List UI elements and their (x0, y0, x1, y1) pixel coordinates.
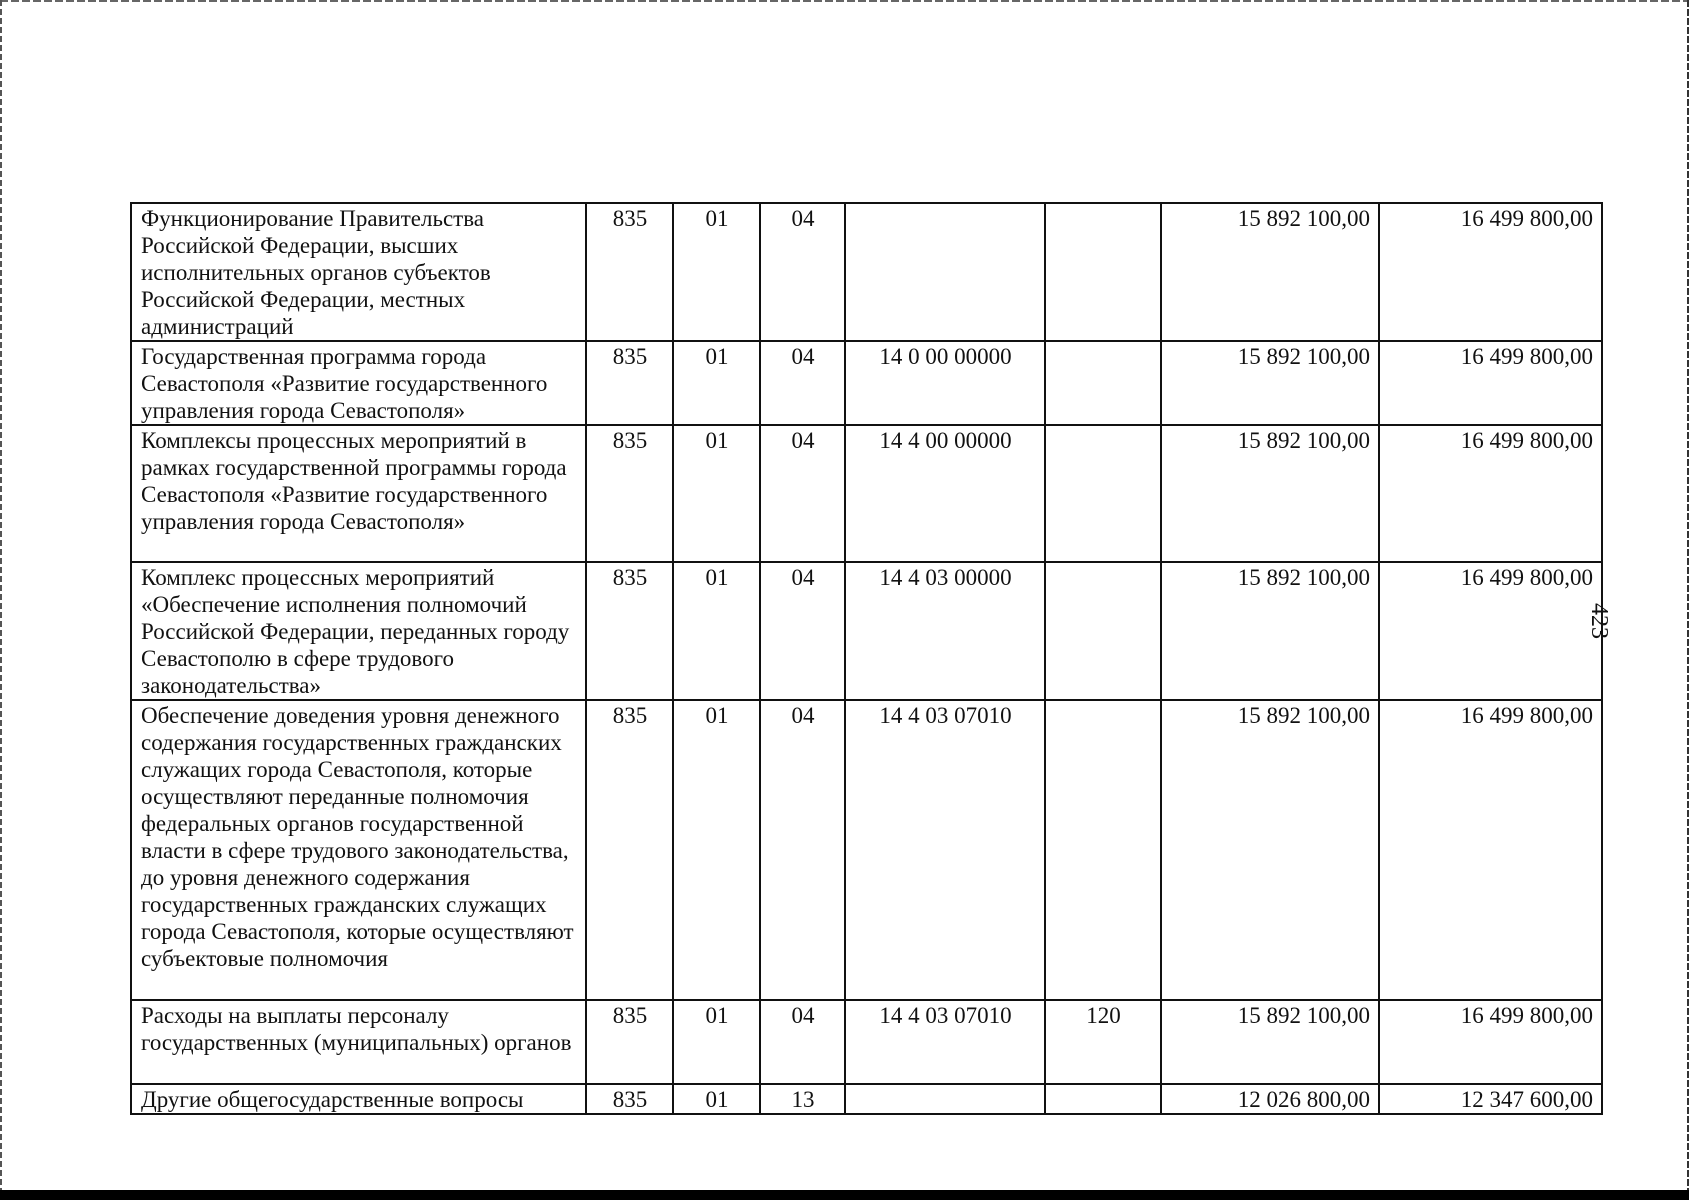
row-name-cell: Обеспечение доведения уровня денежного содержания государственных гражданских служащих города Севастополя, которые осуществляют переданные полномочия федеральных органов государственной власти в сфере трудового законодательства, до уровня денежного содержания государственных гражданских служащих города Севастополя, которые осуществляют субъектовые полномочия (131, 700, 586, 1000)
amount-year1-cell: 15 892 100,00 (1161, 425, 1379, 562)
row-name-cell: Функционирование Правительства Российской Федерации, высших исполнительных органов субъектов Российской Федерации, местных администраций (131, 203, 586, 341)
row-name-cell: Государственная программа города Севастополя «Развитие государственного управления города Севастополя» (131, 341, 586, 425)
section-code-cell: 01 (673, 203, 760, 341)
target-article-cell: 14 0 00 00000 (845, 341, 1045, 425)
table-row (131, 562, 1602, 700)
amount-year2-cell: 16 499 800,00 (1379, 425, 1602, 562)
scan-edge-top (0, 0, 1689, 2)
page-number: 423 (1586, 603, 1612, 639)
amount-year1-cell: 15 892 100,00 (1161, 700, 1379, 1000)
section-code-cell: 01 (673, 562, 760, 700)
budget-table (130, 202, 1603, 1115)
row-name-cell: Комплекс процессных мероприятий «Обеспечение исполнения полномочий Российской Федерации, переданных городу Севастополю в сфере трудового законодательства» (131, 562, 586, 700)
grbs-code-cell: 835 (586, 341, 673, 425)
table-row (131, 341, 1602, 425)
amount-year2-cell: 16 499 800,00 (1379, 203, 1602, 341)
grbs-code-cell: 835 (586, 1084, 673, 1114)
grbs-code-cell: 835 (586, 700, 673, 1000)
section-code-cell: 01 (673, 700, 760, 1000)
target-article-cell (845, 1084, 1045, 1114)
expense-type-cell (1045, 562, 1161, 700)
section-code-cell: 01 (673, 1084, 760, 1114)
amount-year1-cell: 15 892 100,00 (1161, 1000, 1379, 1084)
row-name-cell: Комплексы процессных мероприятий в рамках государственной программы города Севастополя «Развитие государственного управления города Севастополя» (131, 425, 586, 562)
amount-year1-cell: 15 892 100,00 (1161, 341, 1379, 425)
expense-type-cell: 120 (1045, 1000, 1161, 1084)
amount-year2-cell: 16 499 800,00 (1379, 562, 1602, 700)
amount-year2-cell: 12 347 600,00 (1379, 1084, 1602, 1114)
amount-year2-cell: 16 499 800,00 (1379, 1000, 1602, 1084)
table-row (131, 425, 1602, 562)
amount-year1-cell: 12 026 800,00 (1161, 1084, 1379, 1114)
target-article-cell (845, 203, 1045, 341)
amount-year2-cell: 16 499 800,00 (1379, 700, 1602, 1000)
subsection-code-cell: 04 (760, 562, 845, 700)
expense-type-cell (1045, 203, 1161, 341)
section-code-cell: 01 (673, 1000, 760, 1084)
expense-type-cell (1045, 341, 1161, 425)
table-row (131, 700, 1602, 1000)
scan-edge-bottom (0, 1190, 1689, 1200)
expense-type-cell (1045, 425, 1161, 562)
subsection-code-cell: 04 (760, 425, 845, 562)
section-code-cell: 01 (673, 341, 760, 425)
row-name-cell: Расходы на выплаты персоналу государственных (муниципальных) органов (131, 1000, 586, 1084)
grbs-code-cell: 835 (586, 425, 673, 562)
scan-edge-left (0, 0, 2, 1200)
grbs-code-cell: 835 (586, 562, 673, 700)
grbs-code-cell: 835 (586, 1000, 673, 1084)
target-article-cell: 14 4 03 07010 (845, 1000, 1045, 1084)
subsection-code-cell: 04 (760, 700, 845, 1000)
target-article-cell: 14 4 03 00000 (845, 562, 1045, 700)
subsection-code-cell: 04 (760, 341, 845, 425)
subsection-code-cell: 04 (760, 1000, 845, 1084)
table-row (131, 203, 1602, 341)
expense-type-cell (1045, 700, 1161, 1000)
subsection-code-cell: 13 (760, 1084, 845, 1114)
amount-year1-cell: 15 892 100,00 (1161, 203, 1379, 341)
section-code-cell: 01 (673, 425, 760, 562)
grbs-code-cell: 835 (586, 203, 673, 341)
expense-type-cell (1045, 1084, 1161, 1114)
table-row (131, 1084, 1602, 1114)
subsection-code-cell: 04 (760, 203, 845, 341)
amount-year1-cell: 15 892 100,00 (1161, 562, 1379, 700)
row-name-cell: Другие общегосударственные вопросы (131, 1084, 586, 1114)
table-row (131, 1000, 1602, 1084)
target-article-cell: 14 4 03 07010 (845, 700, 1045, 1000)
amount-year2-cell: 16 499 800,00 (1379, 341, 1602, 425)
target-article-cell: 14 4 00 00000 (845, 425, 1045, 562)
